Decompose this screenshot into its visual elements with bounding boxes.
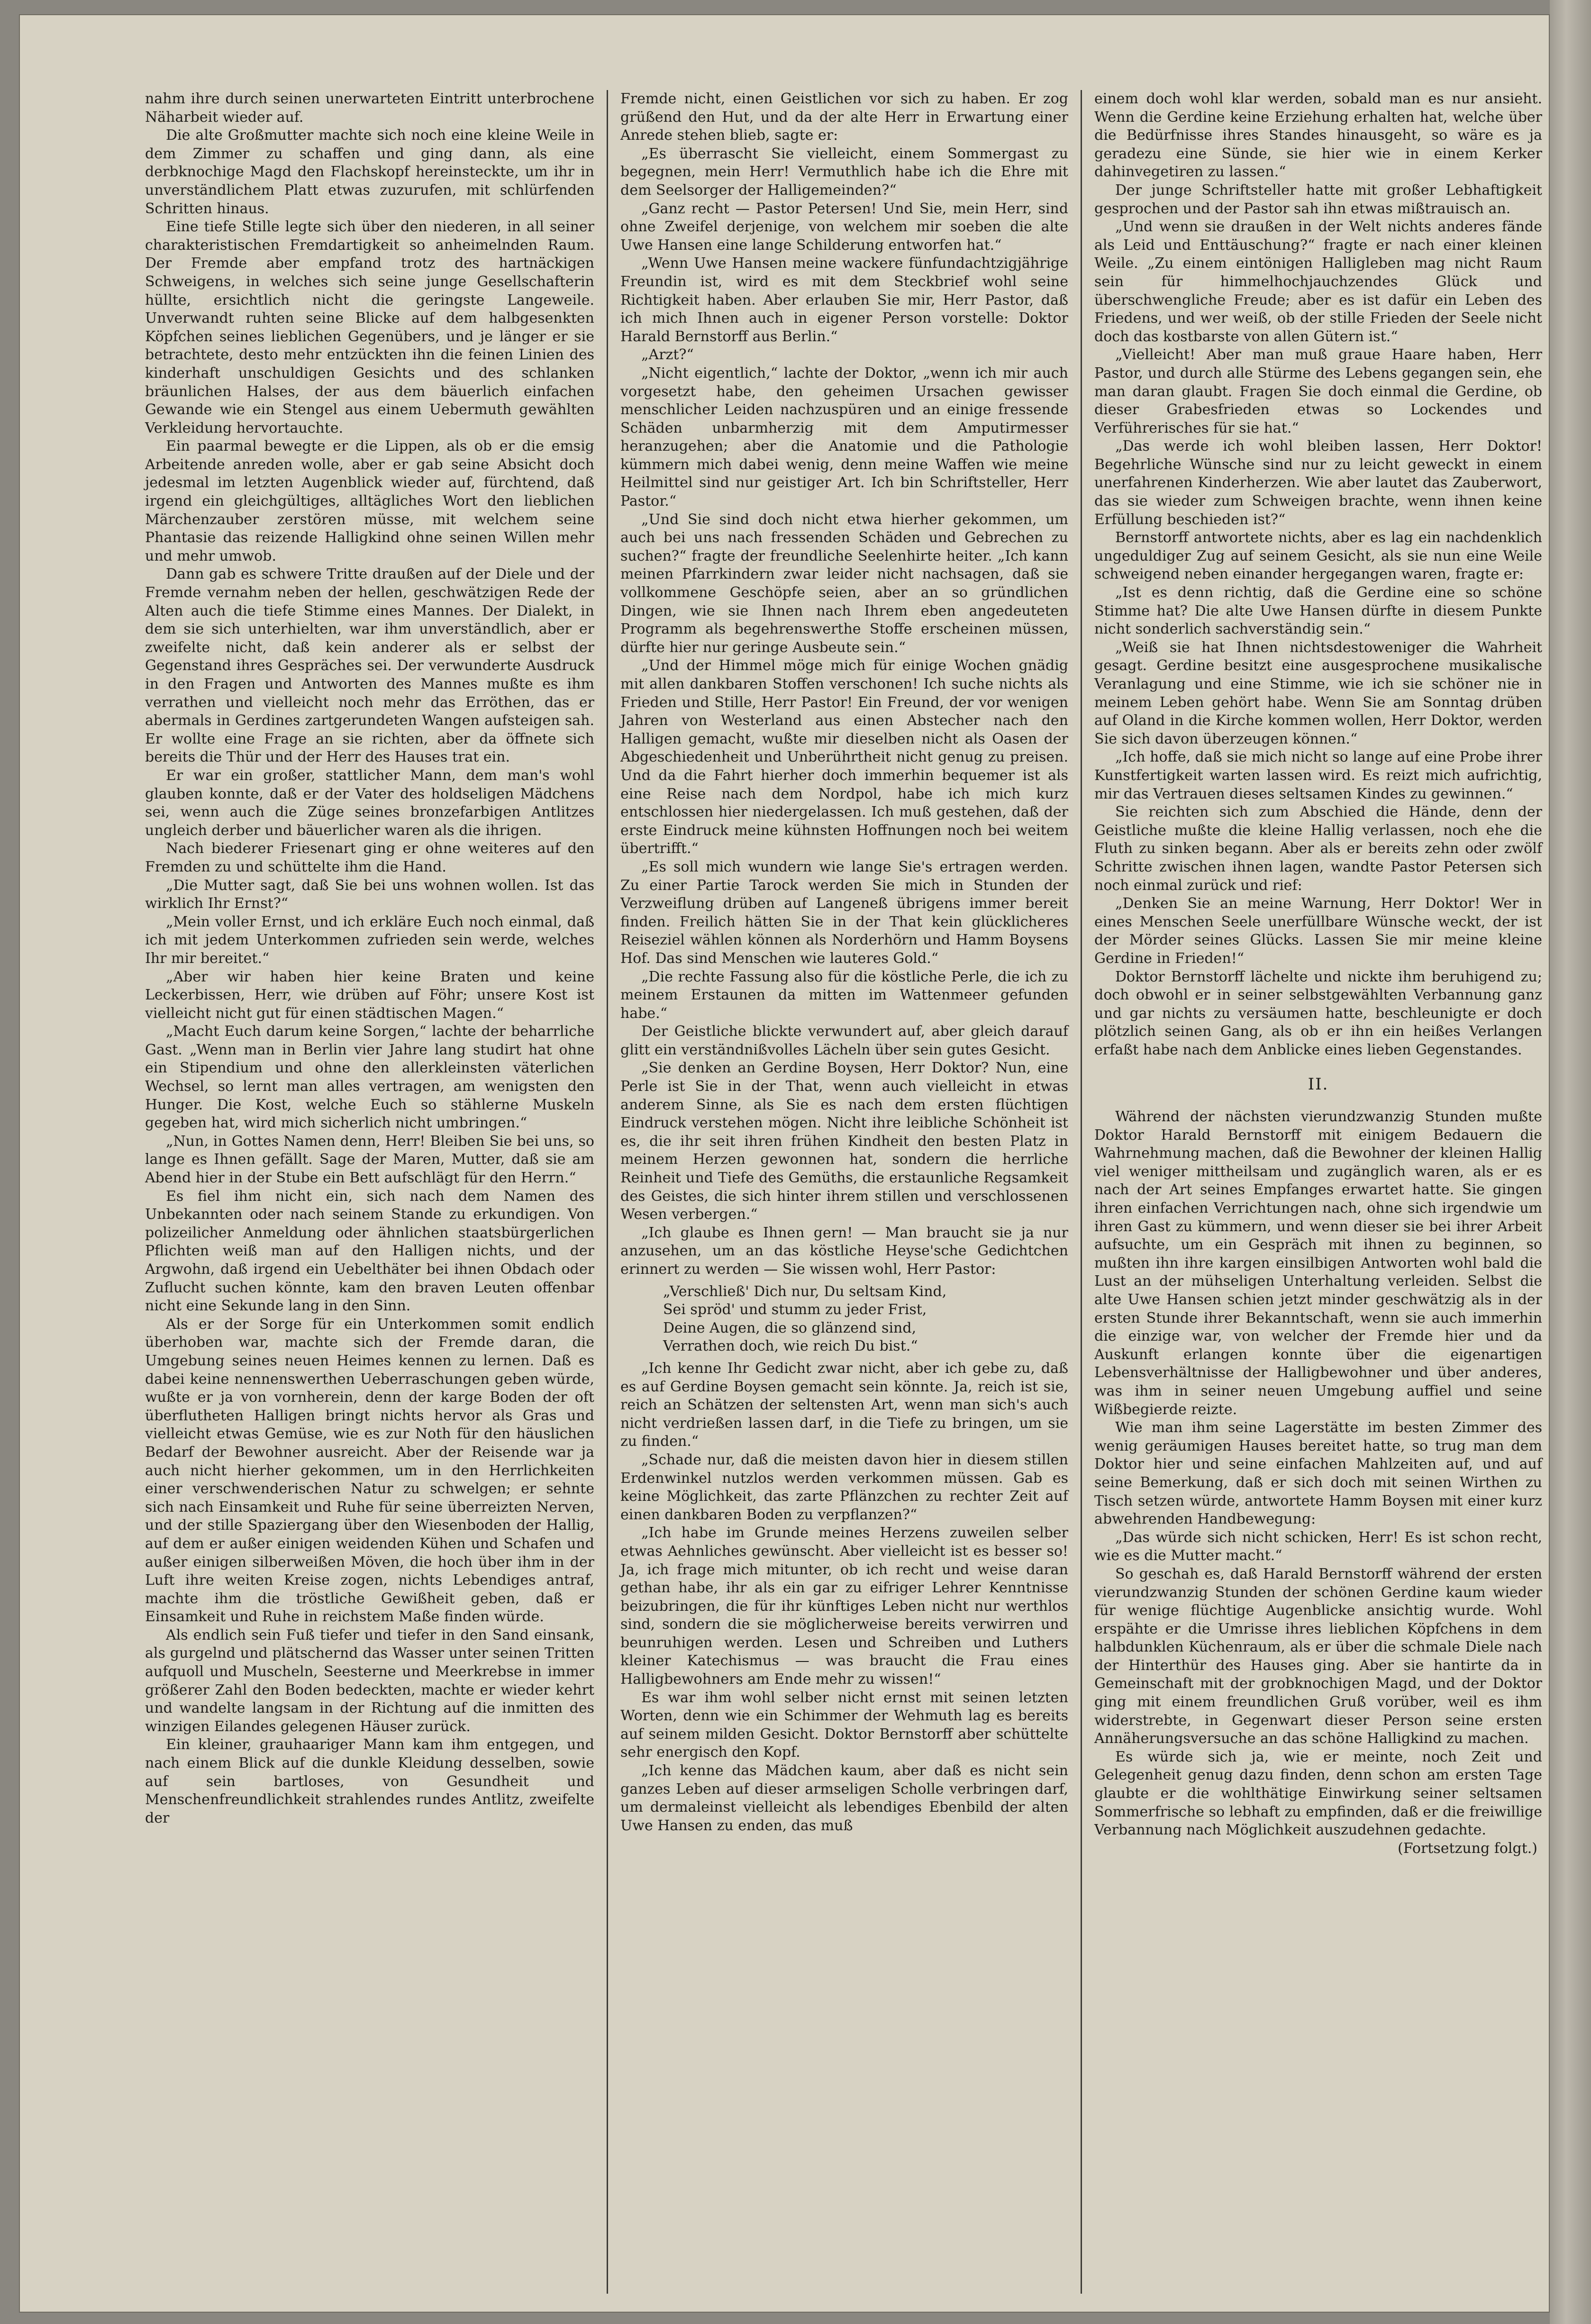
paragraph: „Nicht eigentlich,“ lachte der Doktor, „wenn ich mir auch vorgesetzt habe, den geheimen Ursachen gewisser menschlicher Leiden nachzuspüren und an einige fressende Schäden unbarmherzig mit dem Amputirmesser heranzugehen; aber die Anatomie und die Pathologie kümmern mich dabei wenig, denn meine Waffen wie meine Heilmittel sind nur geistiger Art. Ich bin Schriftsteller, Herr Pastor.“	[620, 364, 1068, 510]
paragraph: „Ich kenne Ihr Gedicht zwar nicht, aber ich gebe zu, daß es auf Gerdine Boysen gemacht sein könnte. Ja, reich ist sie, reich an Schätzen der seltensten Art, wenn man sich's auch nicht verdrießen lassen darf, in die Tiefe zu bringen, um sie zu finden.“	[620, 1360, 1068, 1450]
paragraph: Die alte Großmutter machte sich noch eine kleine Weile in dem Zimmer zu schaffen und ging dann, als eine derbknochige Magd den Flachskopf hereinsteckte, um ihr in unverständlichem Platt etwas zuzurufen, mit schlürfenden Schritten hinaus.	[145, 127, 594, 217]
paragraph: Es war ihm wohl selber nicht ernst mit seinen letzten Worten, denn wie ein Schimmer der Wehmuth lag es bereits auf seinem milden Gesicht. Doktor Bernstorff aber schüttelte sehr energisch den Kopf.	[620, 1689, 1068, 1761]
paragraph: „Die rechte Fassung also für die köstliche Perle, die ich zu meinem Erstaunen da mitten im Wattenmeer gefunden habe.“	[620, 968, 1068, 1022]
paragraph: „Die Mutter sagt, daß Sie bei uns wohnen wollen. Ist das wirklich Ihr Ernst?“	[145, 877, 594, 912]
paragraph: Wie man ihm seine Lagerstätte im besten Zimmer des wenig geräumigen Hauses bereitet hatte, so trug man dem Doktor hier und seine einfachen Mahlzeiten auf, und auf seine Bemerkung, daß er sich doch mit seinen Wirthen zu Tisch setzen würde, antwortete Hamm Boysen mit einer kurz abwehrenden Handbewegung:	[1094, 1419, 1542, 1528]
paragraph: „Denken Sie an meine Warnung, Herr Doktor! Wer in eines Menschen Seele unerfüllbare Wünsche weckt, der ist der Mörder seines Glücks. Lassen Sie mir meine kleine Gerdine in Frieden!“	[1094, 895, 1542, 967]
paragraph: „Das werde ich wohl bleiben lassen, Herr Doktor! Begehrliche Wünsche sind nur zu leicht geweckt in einem unerfahrenen Kinderherzen. Wie aber lautet das Zauberwort, das sie wieder zum Schweigen brachte, wenn ihnen keine Erfüllung beschieden ist?“	[1094, 438, 1542, 528]
paragraph: Eine tiefe Stille legte sich über den niederen, in all seiner charakteristischen Fremdartigkeit so anheimelnden Raum. Der Fremde aber empfand trotz des hartnäckigen Schweigens, in welches sich seine junge Gesellschafterin hüllte, ersichtlich nicht die geringste Langeweile. Unverwandt ruhten seine Blicke auf dem halbgesenkten Köpfchen seines lieblichen Gegenübers, und je länger er sie betrachtete, desto mehr entzückten ihn die feinen Linien des kinderhaft unschuldigen Gesichts und des schlanken bräunlichen Halses, der aus dem bäuerlich einfachen Gewande wie ein Stengel aus einem Uebermuth gewählten Verkleidung hervortauchte.	[145, 218, 594, 436]
paragraph: Als endlich sein Fuß tiefer und tiefer in den Sand einsank, als gurgelnd und plätschernd das Wasser unter seinen Tritten aufquoll und Muscheln, Seesterne und Meerkrebse in immer größerer Zahl den Boden bedeckten, machte er wieder kehrt und wandelte langsam in der Richtung auf die inmitten des winzigen Eilandes gelegenen Häuser zurück.	[145, 1626, 594, 1735]
paragraph: „Mein voller Ernst, und ich erkläre Euch noch einmal, daß ich mit jedem Unterkommen zufrieden sein werde, welches Ihr mir bereitet.“	[145, 913, 594, 967]
paragraph: „Ich habe im Grunde meines Herzens zuweilen selber etwas Aehnliches gewünscht. Aber vielleicht ist es besser so! Ja, ich frage mich mitunter, ob ich recht und weise daran gethan habe, ihr als ein gar zu eifriger Lehrer Kenntnisse beizubringen, die für ihr künftiges Leben nicht nur werthlos sind, sondern die sie möglicherweise bereits verwirren und beunruhigen werden. Lesen und Schreiben und Luthers kleiner Katechismus — was braucht die Frau eines Halligbewohners am Ende mehr zu wissen!“	[620, 1525, 1068, 1688]
paragraph: „Weiß sie hat Ihnen nichtsdestoweniger die Wahrheit gesagt. Gerdine besitzt eine ausgesprochene musikalische Veranlagung und eine Stimme, wie ich sie schöner nie in meinem Leben gehört habe. Wenn Sie am Sonntag drüben auf Oland in die Kirche kommen wollen, Herr Doktor, werden Sie sich davon überzeugen können.“	[1094, 639, 1542, 747]
poem-line: Deine Augen, die so glänzend sind,	[663, 1319, 917, 1336]
paragraph: „Ist es denn richtig, daß die Gerdine eine so schöne Stimme hat? Die alte Uwe Hansen dürfte in diesem Punkte nicht sonderlich sachverständig sein.“	[1094, 584, 1542, 638]
paragraph: Nach biederer Friesenart ging er ohne weiteres auf den Fremden zu und schüttelte ihm die Hand.	[145, 840, 594, 875]
paragraph: Der junge Schriftsteller hatte mit großer Lebhaftigkeit gesprochen und der Pastor sah ihn etwas mißtrauisch an.	[1094, 182, 1542, 217]
paragraph: Fremde nicht, einen Geistlichen vor sich zu haben. Er zog grüßend den Hut, und da der alte Herr in Erwartung einer Anrede stehen blieb, sagte er:	[620, 91, 1068, 144]
page-binding-edge	[1550, 0, 1591, 2324]
paragraph: „Es überrascht Sie vielleicht, einem Sommergast zu begegnen, mein Herr! Vermuthlich habe ich die Ehre mit dem Seelsorger der Halligemeinden?“	[620, 145, 1068, 199]
paragraph: „Macht Euch darum keine Sorgen,“ lachte der beharrliche Gast. „Wenn man in Berlin vier Jahre lang studirt hat ohne ein Stipendium und ohne den allerkleinsten väterlichen Wechsel, so lernt man alles vertragen, am wenigsten den Hunger. Die Kost, welche Euch so stählerne Muskeln gegeben hat, wird mich sicherlich nicht umbringen.“	[145, 1023, 594, 1132]
poem-quote	[663, 1283, 1068, 1356]
paragraph: „Aber wir haben hier keine Braten und keine Leckerbissen, Herr, wie drüben auf Föhr; unsere Kost ist vielleicht nicht gut für einen städtischen Magen.“	[145, 968, 594, 1022]
paragraph: So geschah es, daß Harald Bernstorff während der ersten vierundzwanzig Stunden der schönen Gerdine kaum wieder für wenige flüchtige Augenblicke ansichtig wurde. Wohl erspähte er die Umrisse ihres lieblichen Köpfchens in dem halbdunklen Küchenraum, als er über die schmale Diele nach der Hinterthür des Hauses ging. Aber sie hantirte da in Gemeinschaft mit der grobknochigen Magd, und der Doktor ging mit einem freundlichen Gruß vorüber, weil es ihm widerstrebte, in Gegenwart dieser Person seine ersten Annäherungsversuche an das schöne Halligkind zu machen.	[1094, 1565, 1542, 1747]
paragraph: Sie reichten sich zum Abschied die Hände, denn der Geistliche mußte die kleine Hallig verlassen, noch ehe die Fluth zu sinken begann. Aber als er bereits zehn oder zwölf Schritte zwischen ihnen lagen, wandte Pastor Petersen sich noch einmal zurück und rief:	[1094, 804, 1542, 894]
paragraph: „Schade nur, daß die meisten davon hier in diesem stillen Erdenwinkel nutzlos werden verkommen müssen. Gab es keine Möglichkeit, das zarte Pflänzchen zu rechter Zeit auf einen dankbaren Boden zu verpflanzen?“	[620, 1451, 1068, 1523]
paragraph: Doktor Bernstorff lächelte und nickte ihm beruhigend zu; doch obwohl er in seiner selbstgewählten Verbannung ganz und gar nichts zu versäumen hatte, beschleunigte er doch plötzlich seinen Gang, als ob er ihn ein heißes Verlangen erfaßt habe nach dem Anblicke eines lieben Gegenstandes.	[1094, 968, 1542, 1058]
section-heading: II.	[1308, 1075, 1329, 1094]
paragraph: „Arzt?“	[641, 346, 694, 363]
paragraph: „Ich hoffe, daß sie mich nicht so lange auf eine Probe ihrer Kunstfertigkeit warten lassen wird. Es reizt mich aufrichtig, mir das Vertrauen dieses seltsamen Kindes zu gewinnen.“	[1094, 749, 1542, 802]
column-middle	[607, 90, 1081, 2294]
paragraph: „Vielleicht! Aber man muß graue Haare haben, Herr Pastor, und durch alle Stürme des Lebens gegangen sein, ehe man daran glaubt. Fragen Sie doch einmal die Gerdine, ob dieser Grabesfrieden etwas so Lockendes und Verführerisches für sie hat.“	[1094, 346, 1542, 436]
poem-line: Sei spröd' und stumm zu jeder Frist,	[663, 1301, 927, 1318]
paragraph: „Es soll mich wundern wie lange Sie's ertragen werden. Zu einer Partie Tarock werden Sie mich in Stunden der Verzweiflung drüben auf Langeneß übrigens immer bereit finden. Freilich hätten Sie in der That kein glücklicheres Reiseziel wählen können als Norderhörn und Hamm Boysens Hof. Das sind Menschen wie lauteres Gold.“	[620, 858, 1068, 967]
paragraph: „Sie denken an Gerdine Boysen, Herr Doktor? Nun, eine Perle ist Sie in der That, wenn auch vielleicht in etwas anderem Sinne, als Sie es nach dem ersten flüchtigen Eindruck verstehen mögen. Nicht ihre leibliche Schönheit ist es, die ihr seit ihren frühen Kindheit den besten Platz in meinem Herzen gewonnen hat, sondern die herrliche Reinheit und Tiefe des Gemüths, die erstaunliche Regsamkeit des Geistes, die sich hinter ihrem stillen und verschlossenen Wesen verbergen.“	[620, 1060, 1068, 1223]
paragraph: Ein paarmal bewegte er die Lippen, als ob er die emsig Arbeitende anreden wolle, aber er gab seine Absicht doch jedesmal im letzten Augenblick wieder auf, fürchtend, daß irgend ein gleichgültiges, alltägliches Wort den lieblichen Märchenzauber zerstören müsse, mit welchem seine Phantasie das reizende Halligkind ohne seinen Willen mehr und mehr umwob.	[145, 438, 594, 564]
paragraph: Als er der Sorge für ein Unterkommen somit endlich überhoben war, machte sich der Fremde daran, die Umgebung seines neuen Heimes kennen zu lernen. Daß es dabei keine nennenswerthen Ueberraschungen geben würde, wußte er ja von vornherein, denn der karge Boden der oft überflutheten Halligen bringt nichts hervor als Gras und vielleicht etwas Gemüse, wie es zur Noth für den häuslichen Bedarf der Bewohner ausreicht. Aber der Reisende war ja auch nicht hierher gekommen, um in den Herrlichkeiten einer verschwenderischen Natur zu schwelgen; er sehnte sich nach Einsamkeit und Ruhe für seine überreizten Nerven, und der stille Spaziergang über den Wiesenboden der Hallig, auf dem er außer einigen weidenden Kühen und Schafen und außer einigen silberweißen Möven, die hoch über ihm in der Luft ihre weiten Kreise zogen, nichts Lebendiges antraf, machte ihm die tröstliche Gewißheit geben, daß er Einsamkeit und Ruhe in reichstem Maße finden würde.	[145, 1316, 594, 1625]
column-right	[1081, 90, 1555, 2294]
column-left	[133, 90, 607, 2294]
paragraph: „Ganz recht — Pastor Petersen! Und Sie, mein Herr, sind ohne Zweifel derjenige, von welchem mir soeben die alte Uwe Hansen eine lange Schilderung entworfen hat.“	[620, 200, 1068, 254]
paragraph: Ein kleiner, grauhaariger Mann kam ihm entgegen, und nach einem Blick auf die dunkle Kleidung desselben, sowie auf sein bartloses, von Gesundheit und Menschenfreundlichkeit strahlendes rundes Antlitz, zweifelte der	[145, 1736, 594, 1826]
paragraph: „Nun, in Gottes Namen denn, Herr! Bleiben Sie bei uns, so lange es Ihnen gefällt. Sage der Maren, Mutter, daß sie am Abend hier in der Stube ein Bett aufschlägt für den Herrn.“	[145, 1133, 594, 1187]
paragraph: „Und wenn sie draußen in der Welt nichts anderes fände als Leid und Enttäuschung?“ fragte er nach einer kleinen Weile. „Zu einem eintönigen Halligleben mag nicht Raum sein für himmelhochjauchzendes Glück und überschwengliche Freude; aber es ist dafür ein Leben des Friedens, und wer weiß, ob der stille Frieden der Seele nicht doch das kostbarste von allen Gütern ist.“	[1094, 218, 1542, 345]
paragraph: „Ich kenne das Mädchen kaum, aber daß es nicht sein ganzes Leben auf dieser armseligen Scholle verbringen darf, um dermaleinst vielleicht als lebendiges Ebenbild der alten Uwe Hansen zu enden, das muß	[620, 1762, 1068, 1834]
paragraph: Der Geistliche blickte verwundert auf, aber gleich darauf glitt ein verständnißvolles Lächeln über sein gutes Gesicht.	[620, 1023, 1068, 1058]
paragraph: Es würde sich ja, wie er meinte, noch Zeit und Gelegenheit genug dazu finden, denn schon am ersten Tage glaubte er die wohlthätige Einwirkung seiner seltsamen Sommerfrische so lebhaft zu empfinden, daß er die freiwillige Verbannung nach Möglichkeit auszudehnen gedachte.	[1094, 1748, 1542, 1839]
poem-line: „Verschließ' Dich nur, Du seltsam Kind,	[663, 1283, 947, 1300]
paragraph: Dann gab es schwere Tritte draußen auf der Diele und der Fremde vernahm neben der hellen, geschwätzigen Rede der Alten auch die tiefe Stimme eines Mannes. Der Dialekt, in dem sie sich unterhielten, war ihm unverständlich, aber er zweifelte nicht, daß kein anderer als er selbst der Gegenstand ihres Gespräches sei. Der verwunderte Ausdruck in den Fragen und Antworten des Mannes mußte es ihm verrathen und vielleicht noch mehr das Erröthen, das er abermals in Gerdines zartgerundeten Wangen aufsteigen sah. Er wollte eine Frage an sie richten, aber da öffnete sich bereits die Thür und der Herr des Hauses trat ein.	[145, 566, 594, 766]
paragraph: Er war ein großer, stattlicher Mann, dem man's wohl glauben konnte, daß er der Vater des holdseligen Mädchens sei, wenn auch die Züge seines bronzefarbigen Antlitzes ungleich derber und bäuerlicher waren als die ihrigen.	[145, 767, 594, 839]
paragraph: „Wenn Uwe Hansen meine wackere fünfundachtzigjährige Freundin ist, wird es mit dem Steckbrief wohl seine Richtigkeit haben. Aber erlauben Sie mir, Herr Pastor, daß ich mich Ihnen auch in eigener Person vorstelle: Doktor Harald Bernstorff aus Berlin.“	[620, 255, 1068, 345]
paragraph: „Und Sie sind doch nicht etwa hierher gekommen, um auch bei uns nach fressenden Schäden und Gebrechen zu suchen?“ fragte der freundliche Seelenhirte heiter. „Ich kann meinen Pfarrkindern zwar leider nicht nachsagen, daß sie vollkommene Geschöpfe seien, aber an so gründlichen Dingen, wie sie Ihnen nach Ihrem eben angedeuteten Programm als begehrenswerthe Stoffe erscheinen müssen, dürfte hier nur geringe Ausbeute sein.“	[620, 511, 1068, 656]
paragraph: Während der nächsten vierundzwanzig Stunden mußte Doktor Harald Bernstorff mit einigem Bedauern die Wahrnehmung machen, daß die Bewohner der kleinen Hallig viel weniger mittheilsam und zugänglich waren, als er es nach der Art seines Empfanges erwartet hatte. Sie gingen ihren einfachen Verrichtungen nach, ohne sich irgendwie um ihren Gast zu kümmern, und wenn dieser sie bei ihrer Arbeit aufsuchte, um ein Gespräch mit ihnen zu beginnen, so mußten ihn ihre kargen einsilbigen Antworten wohl bald die Lust an der mühseligen Unterhaltung verleiden. Selbst die alte Uwe Hansen schien jetzt minder geschwätzig als in der ersten Stunde ihrer Bekanntschaft, wenn sie auch immerhin die einzige war, von welcher der Fremde hier und da Auskunft erlangen konnte über die eigenartigen Lebensverhältnisse der Halligbewohner und über anderes, was ihm in seiner neuen Umgebung auffiel und seine Wißbegierde reizte.	[1094, 1108, 1542, 1418]
paragraph: nahm ihre durch seinen unerwarteten Eintritt unterbrochene Näharbeit wieder auf.	[145, 91, 594, 126]
text-columns	[133, 90, 1555, 2317]
poem-line: Verrathen doch, wie reich Du bist.“	[663, 1338, 918, 1355]
paragraph: „Das würde sich nicht schicken, Herr! Es ist schon recht, wie es die Mutter macht.“	[1094, 1529, 1542, 1564]
paragraph: einem doch wohl klar werden, sobald man es nur ansieht. Wenn die Gerdine keine Erziehung erhalten hat, welche über die Bedürfnisse ihres Standes hinausgeht, so wäre es ja geradezu eine Sünde, sie hier wie in einem Kerker dahinvegetiren zu lassen.“	[1094, 91, 1542, 181]
paragraph: „Ich glaube es Ihnen gern! — Man braucht sie ja nur anzusehen, um an das köstliche Heyse'sche Gedichtchen erinnert zu werden — Sie wissen wohl, Herr Pastor:	[620, 1224, 1068, 1278]
continuation-note: (Fortsetzung folgt.)	[1398, 1840, 1537, 1857]
newspaper-page	[19, 14, 1550, 2313]
paragraph: Es fiel ihm nicht ein, sich nach dem Namen des Unbekannten oder nach seinem Stande zu erkundigen. Von polizeilicher Anmeldung oder ähnlichen staatsbürgerlichen Pflichten weiß man auf den Halligen nichts, und der Argwohn, daß irgend ein Uebelthäter bei ihnen Obdach oder Zuflucht suchen könnte, kam den braven Leuten offenbar nicht eine Sekunde lang in den Sinn.	[145, 1188, 594, 1315]
paragraph: Bernstorff antwortete nichts, aber es lag ein nachdenklich ungeduldiger Zug auf seinem Gesicht, als sie nun eine Weile schweigend neben einander hergegangen waren, fragte er:	[1094, 529, 1542, 583]
paragraph: „Und der Himmel möge mich für einige Wochen gnädig mit allen dankbaren Stoffen verschonen! Ich suche nichts als Frieden und Stille, Herr Pastor! Ein Freund, der vor wenigen Jahren von Westerland aus einen Abstecher nach den Halligen gemacht, wußte mir dieselben nicht als Oasen der Abgeschiedenheit und Unberührtheit nicht genug zu preisen. Und da die Fahrt hierher doch immerhin bequemer ist als eine Reise nach dem Nordpol, habe ich mich kurz entschlossen hier niedergelassen. Ich muß gestehen, daß der erste Eindruck meine kühnsten Hoffnungen noch bei weitem übertrifft.“	[620, 657, 1068, 857]
